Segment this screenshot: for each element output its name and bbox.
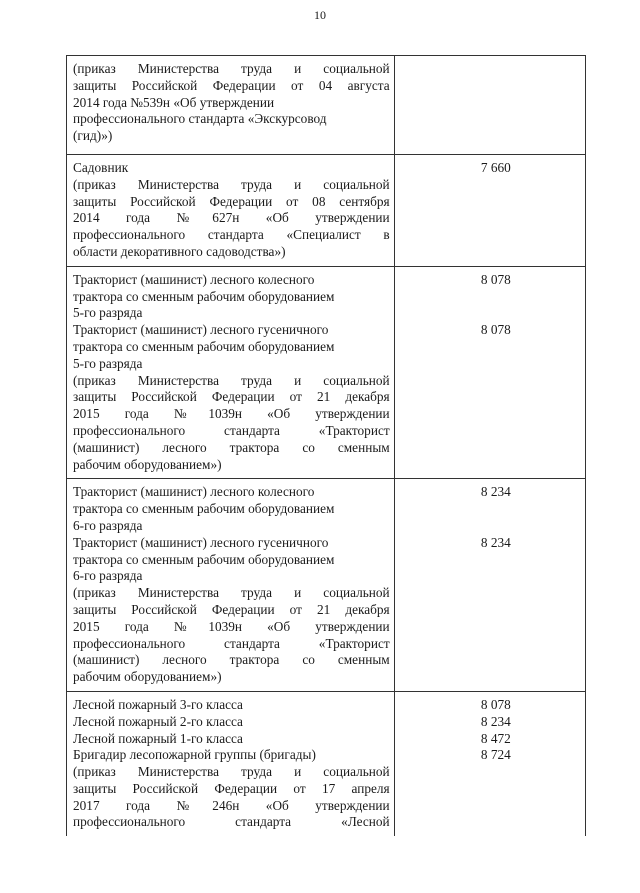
- text-line: профессионального стандарта «Специалист в: [73, 227, 390, 243]
- text-line: (приказ Министерства труда и социальной: [73, 585, 390, 601]
- salary-value: 8 234: [480, 713, 511, 729]
- position-title: Лесной пожарный 2-го класса: [73, 713, 243, 729]
- text-line: (машинист) лесного трактора со сменным: [73, 652, 390, 668]
- salary-value: 8 724: [480, 747, 511, 763]
- text-line: (приказ Министерства труда и социальной: [73, 176, 390, 192]
- text-line: области декоративного садоводства»): [73, 243, 286, 259]
- position-description: [67, 155, 395, 267]
- position-title: 5-го разряда: [73, 355, 143, 371]
- position-title: Лесной пожарный 3-го класса: [73, 696, 243, 712]
- text-line: рабочим оборудованием»): [73, 456, 222, 472]
- position-title: Бригадир лесопожарной группы (бригады): [73, 747, 316, 763]
- position-title: трактора со сменным рабочим оборудованием: [73, 551, 335, 567]
- table-row: [67, 691, 586, 836]
- salary-cell: [394, 691, 585, 836]
- position-title: 6-го разряда: [73, 568, 143, 584]
- position-description: [67, 56, 395, 155]
- salary-cell: [394, 56, 585, 155]
- position-description: [67, 691, 395, 836]
- salary-cell: [394, 155, 585, 267]
- table-row: [67, 479, 586, 692]
- position-title: Тракторист (машинист) лесного гусеничного: [73, 322, 329, 338]
- position-title: Лесной пожарный 1-го класса: [73, 730, 243, 746]
- text-line: (гид)»): [73, 128, 113, 144]
- salary-value: 7 660: [480, 160, 511, 175]
- text-line: (приказ Министерства труда и социальной: [73, 764, 390, 780]
- text-line: 2014 года №627н «Об утверждении: [73, 210, 390, 226]
- position-title: трактора со сменным рабочим оборудованием: [73, 288, 335, 304]
- page-number: 10: [314, 8, 326, 22]
- text-line: защиты Российской Федерации от 21 декабря: [73, 601, 390, 617]
- salary-value: 8 078: [480, 322, 511, 338]
- salary-value: 8 078: [480, 696, 511, 712]
- text-line: рабочим оборудованием»): [73, 669, 222, 685]
- wage-table: [66, 55, 586, 836]
- position-title: Тракторист (машинист) лесного колесного: [73, 271, 315, 287]
- text-line: (машинист) лесного трактора со сменным: [73, 439, 390, 455]
- position-title: Садовник: [73, 160, 129, 175]
- text-line: 2015 года №1039н «Об утверждении: [73, 618, 390, 634]
- text-line: (приказ Министерства труда и социальной: [73, 372, 390, 388]
- text-line: 2015 года №1039н «Об утверждении: [73, 406, 390, 422]
- table-row: [67, 155, 586, 267]
- table-row: [67, 56, 586, 155]
- salary-value: 8 234: [480, 484, 511, 500]
- salary-value: 8 234: [480, 534, 511, 550]
- text-line: защиты Российской Федерации от 17 апреля: [73, 780, 390, 796]
- salary-cell: [394, 266, 585, 479]
- position-title: Тракторист (машинист) лесного гусеничного: [73, 534, 329, 550]
- salary-cell: [394, 479, 585, 692]
- text-line: 2014 года №539н «Об утверждении: [73, 94, 275, 110]
- position-title: трактора со сменным рабочим оборудованием: [73, 501, 335, 517]
- position-title: Тракторист (машинист) лесного колесного: [73, 484, 315, 500]
- text-line: 2017 года №246н «Об утверждении: [73, 797, 390, 813]
- text-line: профессионального стандарта «Экскурсовод: [73, 111, 327, 127]
- text-line: (приказ Министерства труда и социальной: [73, 61, 390, 76]
- text-line: профессионального стандарта «Тракторист: [73, 635, 390, 651]
- salary-value: 8 078: [480, 271, 511, 287]
- text-line: защиты Российской Федерации от 21 декабря: [73, 389, 390, 405]
- position-title: 6-го разряда: [73, 517, 143, 533]
- salary-value: 8 472: [480, 730, 511, 746]
- table-row: [67, 266, 586, 479]
- text-line: защиты Российской Федерации от 04 августа: [73, 77, 390, 93]
- text-line: защиты Российской Федерации от 08 сентября: [73, 193, 390, 209]
- position-description: [67, 479, 395, 692]
- text-line: профессионального стандарта «Лесной: [73, 814, 390, 830]
- position-description: [67, 266, 395, 479]
- position-title: 5-го разряда: [73, 305, 143, 321]
- text-line: профессионального стандарта «Тракторист: [73, 422, 390, 438]
- position-title: трактора со сменным рабочим оборудованием: [73, 338, 335, 354]
